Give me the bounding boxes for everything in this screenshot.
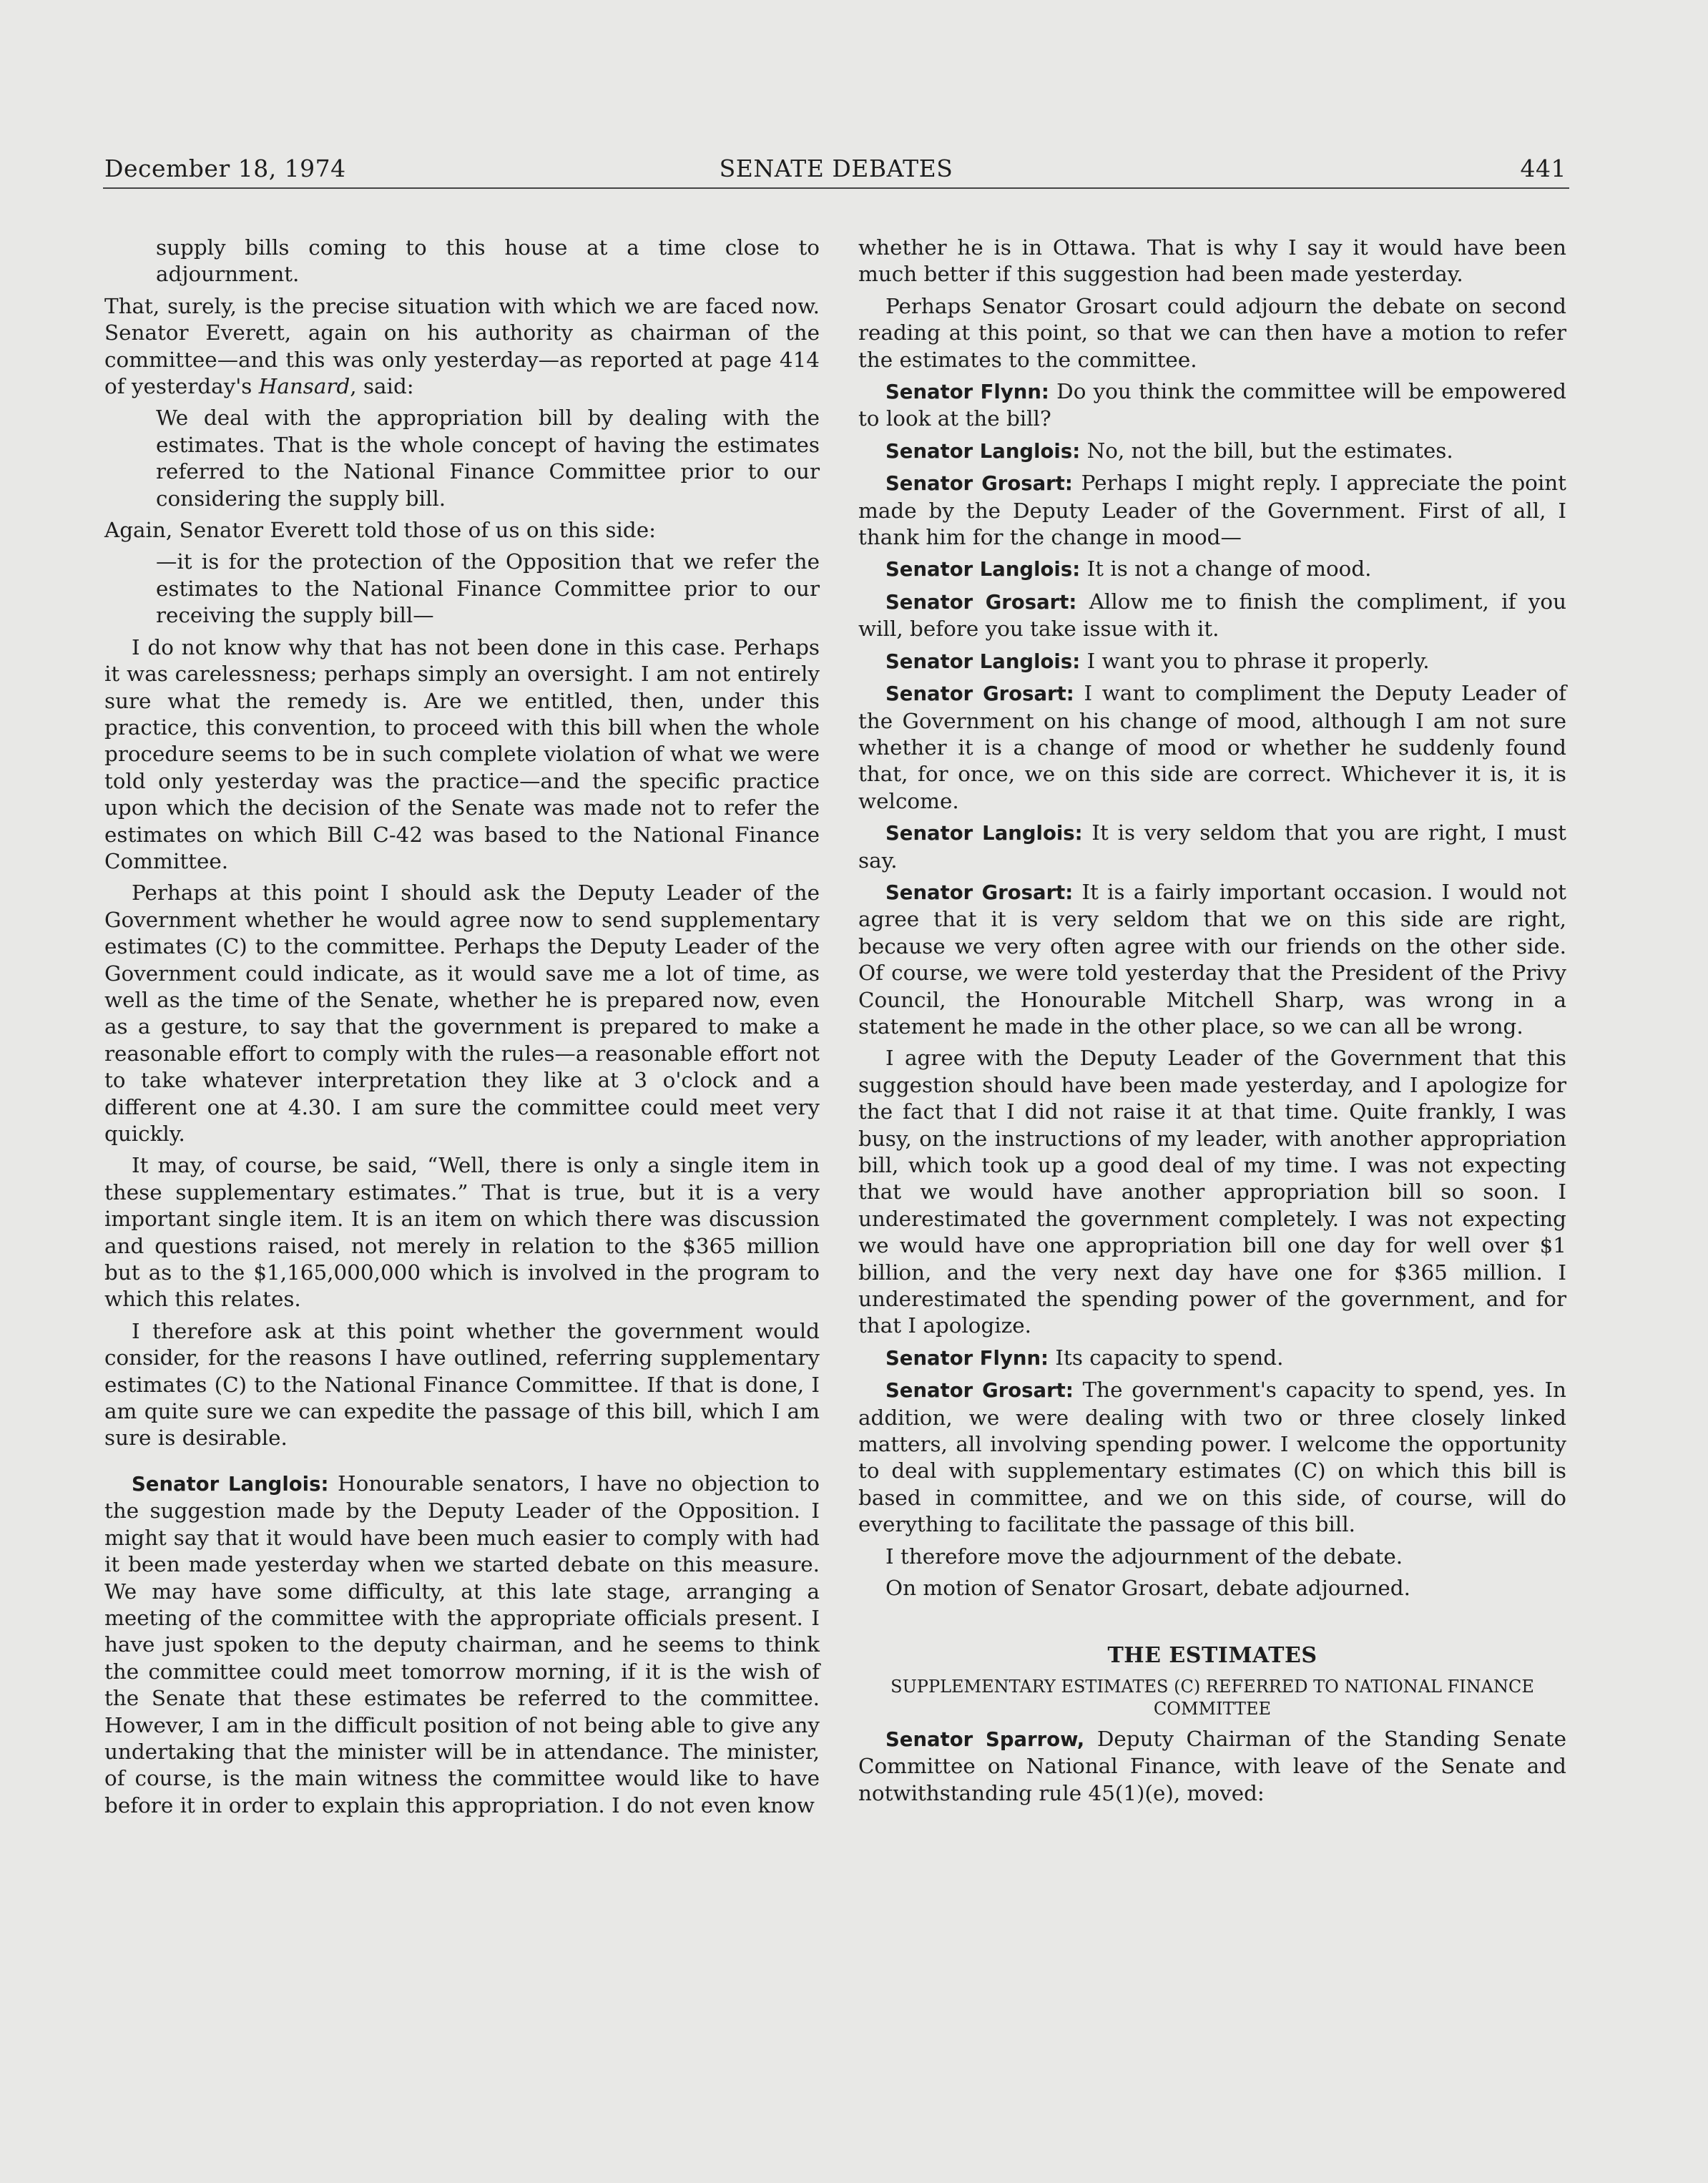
paragraph-text: That, surely, is the precise situation with which we are faced now. Senator Everett, again on his authority as chairman of the committee—and this was only yesterday—as reported at page 414 of yesterday's bbox=[104, 293, 820, 399]
speaker-name: Senator Langlois: bbox=[885, 439, 1081, 463]
paragraph: I therefore move the adjournment of the debate. bbox=[885, 1544, 1403, 1569]
speaker-name: Senator Langlois: bbox=[885, 822, 1083, 845]
speaker-name: Senator Langlois: bbox=[885, 649, 1081, 673]
speech-grosart bbox=[858, 470, 1566, 551]
speech-langlois bbox=[858, 648, 1566, 675]
paragraph: whether he is in Ottawa. That is why I say it would have been much better if this suggestion had been made yesterday. bbox=[858, 235, 1566, 287]
page-header bbox=[103, 152, 1569, 189]
speech-grosart bbox=[858, 1377, 1566, 1538]
speaker-name: Senator Sparrow, bbox=[885, 1727, 1085, 1751]
speech-text: Do you think the committee will be empowered to look at the bill? bbox=[858, 379, 1566, 431]
paragraph: It may, of course, be said, “Well, there is only a single item in these supplementary estimates.” That is true, but it is a very important single item. It is an item on which there was discussion and questions raised, not merely in relation to the $365 million but as to the $1,165,000,000 which is involved in the program to which this relates. bbox=[104, 1153, 820, 1312]
paragraph-text: , said: bbox=[350, 374, 414, 399]
speech-grosart bbox=[858, 589, 1566, 643]
speech-text: Perhaps I might reply. I appreciate the point made by the Deputy Leader of the Government. First of all, I thank him for the change in mood— bbox=[858, 471, 1566, 550]
paragraph: Perhaps at this point I should ask the Deputy Leader of the Government whether he would agree now to send supplementary estimates (C) to the committee. Perhaps the Deputy Leader of the Government could indicate, as it would save me a lot of time, as well as the time of the Senate, whether he is prepared now, even as a gesture, to say that the government is prepared to make a reasonable effort to comply with the rules—a reasonable effort not to take whatever interpretation they like at 3 o'clock and a different one at 4.30. I am sure the committee could meet very quickly. bbox=[104, 880, 820, 1146]
speaker-name: Senator Grosart: bbox=[885, 1379, 1074, 1403]
block-quote: —it is for the protection of the Opposition that we refer the estimates to the National Finance Committee prior to our receiving the supply bill— bbox=[156, 549, 820, 628]
speech-text: I want to compliment the Deputy Leader of the Government on his change of mood, although I am not sure whether it is a change of mood or whether he suddenly found that, for once, we on this side are correct. Whichever it is, it is welcome. bbox=[858, 681, 1566, 813]
paragraph: Perhaps Senator Grosart could adjourn the debate on second reading at this point, so that we can then have a motion to refer the estimates to the committee. bbox=[858, 293, 1566, 372]
paragraph: Again, Senator Everett told those of us on this side: bbox=[104, 518, 657, 543]
paragraph bbox=[104, 293, 820, 401]
speech-text: It is very seldom that you are right, I must say. bbox=[858, 820, 1566, 873]
paragraph: I do not know why that has not been done in this case. Perhaps it was carelessness; perhaps simply an oversight. I am not entirely sure what the remedy is. Are we entitled, then, under this practice, this convention, to proceed with this bill when the whole procedure seems to be in such complete violation of what we were told only yesterday was the practice—and the specific practice upon which the decision of the Senate was made not to refer the estimates on which Bill C-42 was based to the National Finance Committee. bbox=[104, 634, 820, 873]
paragraph: On motion of Senator Grosart, debate adjourned. bbox=[885, 1576, 1410, 1601]
speech-langlois bbox=[858, 820, 1566, 874]
paragraph: supply bills coming to this house at a time close to adjournment. bbox=[156, 235, 820, 287]
page-number: 441 bbox=[1520, 154, 1566, 182]
speaker-name: Senator Grosart: bbox=[885, 590, 1077, 614]
section-subtitle: SUPPLEMENTARY ESTIMATES (C) REFERRED TO NATIONAL FINANCE COMMITTEE bbox=[890, 1676, 1534, 1719]
block-quote: We deal with the appropriation bill by dealing with the estimates. That is the whole concept of having the estimates referred to the National Finance Committee prior to our considering the supply bill. bbox=[156, 406, 820, 511]
speech-text: Its capacity to spend. bbox=[1049, 1345, 1284, 1370]
speech-text: Deputy Chairman of the Standing Senate Committee on National Finance, with leave of the Senate and notwithstanding rule 45(1)(e), moved: bbox=[858, 1726, 1566, 1805]
header-date: December 18, 1974 bbox=[104, 154, 346, 182]
hansard-italic: Hansard bbox=[258, 374, 350, 399]
speech-flynn bbox=[858, 1345, 1566, 1372]
paragraph: I agree with the Deputy Leader of the Government that this suggestion should have been made yesterday, and I apologize for the fact that I did not raise it at that time. Quite frankly, I was busy, on the instructions of my leader, with another appropriation bill, which took up a good deal of my time. I was not expecting that we would have another appropriation bill so soon. I underestimated the government completely. I was not expecting we would have one appropriation bill one day for well over $1 billion, and the very next day have one for $365 million. I underestimated the spending power of the government, and for that I apologize. bbox=[858, 1046, 1566, 1338]
speaker-name: Senator Grosart: bbox=[885, 472, 1073, 496]
speaker-name: Senator Langlois: bbox=[132, 1472, 329, 1496]
section-title: THE ESTIMATES bbox=[1107, 1642, 1317, 1668]
speech-grosart bbox=[858, 879, 1566, 1040]
speech-text: Honourable senators, I have no objection to the suggestion made by the Deputy Leader of the Opposition. I might say that it would have been much easier to comply with had it been made yesterday when we started debate on this measure. We may have some difficulty, at this late stage, arranging a meeting of the committee with the appropriate officials present. I have just spoken to the deputy chairman, and he seems to think the committee could meet tomorrow morning, if it is the wish of the Senate that these estimates be referred to the committee. However, I am in the difficult position of not being able to give any undertaking that the minister will be in attendance. The minister, of course, is the main witness the committee would like to have before it in order to explain this appropriation. I do not even know bbox=[104, 1471, 820, 1817]
speaker-name: Senator Langlois: bbox=[885, 558, 1081, 582]
speech-text: Allow me to finish the compliment, if you will, before you take issue with it. bbox=[858, 589, 1566, 642]
header-title: SENATE DEBATES bbox=[719, 154, 953, 182]
speech-langlois bbox=[858, 556, 1566, 583]
speech-text: It is not a change of mood. bbox=[1080, 556, 1372, 582]
paragraph: I therefore ask at this point whether the government would consider, for the reasons I have outlined, referring supplementary estimates (C) to the National Finance Committee. If that is done, I am quite sure we can expedite the passage of this bill, which I am sure is desirable. bbox=[104, 1318, 820, 1451]
left-column bbox=[104, 235, 820, 1824]
speaker-name: Senator Flynn: bbox=[885, 381, 1049, 404]
speech-text: It is a fairly important occasion. I would not agree that it is very seldom that we on this side are right, because we very often agree with our friends on the other side. Of course, we were told yesterday that the President of the Privy Council, the Honourable Mitchell Sharp, was wrong in a statement he made in the other place, so we can all be wrong. bbox=[858, 879, 1566, 1039]
speaker-name: Senator Flynn: bbox=[885, 1346, 1049, 1370]
speaker-name: Senator Grosart: bbox=[885, 880, 1074, 904]
speech-text: The government's capacity to spend, yes. In addition, we were dealing with two or three closely linked matters, all involving spending power. I welcome the opportunity to deal with supplementary estimates (C) on which this bill is based in committee, and we on this side, of course, will do everything to facilitate the passage of this bill. bbox=[858, 1378, 1566, 1537]
speech-text: I want you to phrase it properly. bbox=[1080, 648, 1430, 673]
speech-text: No, not the bill, but the estimates. bbox=[1080, 438, 1453, 463]
speech-langlois bbox=[858, 438, 1566, 465]
speech-langlois bbox=[104, 1471, 820, 1819]
speech-flynn bbox=[858, 378, 1566, 433]
right-column bbox=[858, 235, 1566, 1812]
speaker-name: Senator Grosart: bbox=[885, 682, 1074, 706]
speech-grosart bbox=[858, 680, 1566, 815]
speech-sparrow bbox=[858, 1726, 1566, 1807]
